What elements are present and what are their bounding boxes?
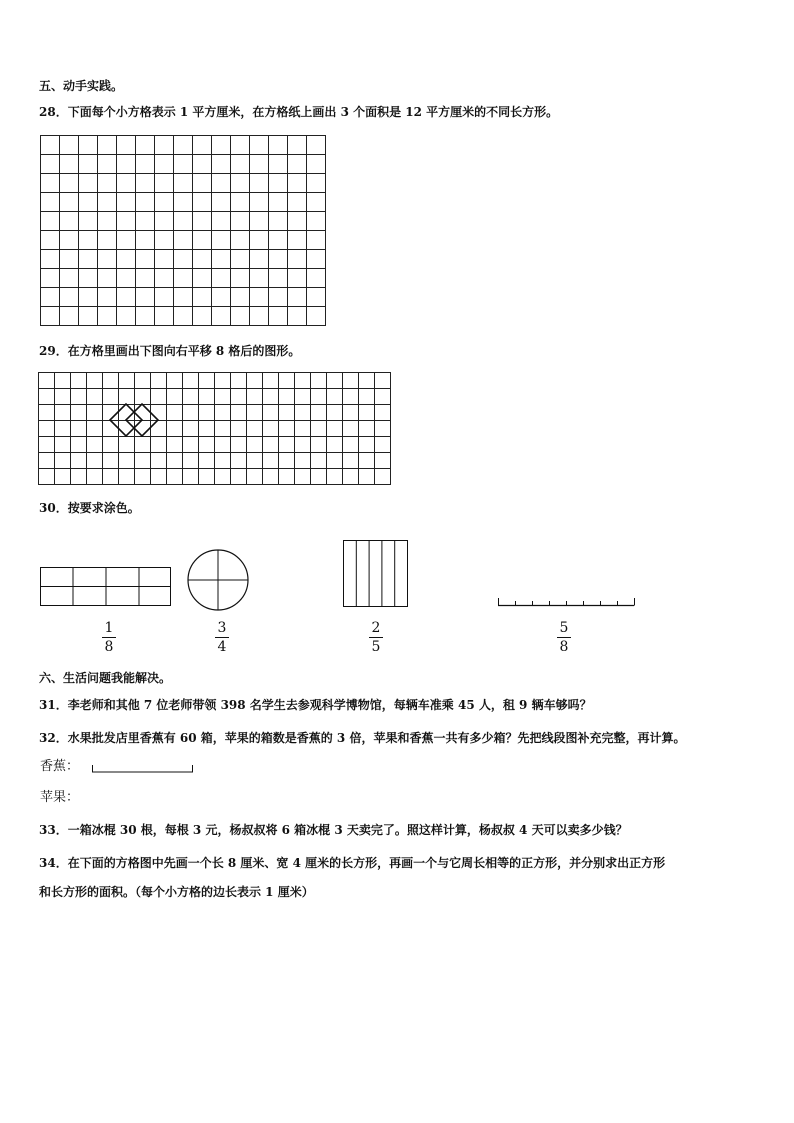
fraction-3-4 (210, 619, 234, 656)
banana-segment (92, 764, 196, 774)
fraction-numerator: 1 (104, 620, 114, 636)
grid-q29 (38, 372, 388, 486)
question-28: 28．下面每个小方格表示 1 平方厘米，在方格纸上画出 3 个面积是 12 平方厘米的不同长方形。 (39, 105, 559, 119)
fraction-denominator: 5 (371, 639, 381, 655)
fraction-1-8 (97, 619, 121, 656)
question-34-line-2: 和长方形的面积。（每个小方格的边长表示 1 厘米） (39, 885, 314, 899)
fraction-denominator: 8 (559, 639, 569, 655)
fraction-5-8 (552, 619, 576, 656)
segment-line-eighths (498, 596, 638, 608)
question-33: 33．一箱冰棍 30 根，每根 3 元，杨叔叔将 6 箱冰棍 3 天卖完了。照这样计算，杨叔叔 4 天可以卖多少钱？ (39, 823, 628, 837)
banana-label: 香蕉： (40, 759, 80, 774)
fraction-numerator: 2 (371, 620, 381, 636)
section-6-title: 六、生活问题我能解决。 (39, 671, 172, 685)
question-31: 31．李老师和其他 7 位老师带领 398 名学生去参观科学博物馆，每辆车准乘 45 人，租 9 辆车够吗？ (39, 698, 592, 712)
fraction-2-5 (364, 619, 388, 656)
apple-label: 苹果： (40, 790, 80, 805)
grid-q28 (40, 135, 326, 327)
fraction-numerator: 3 (217, 620, 227, 636)
circle-quarters-shape (186, 548, 250, 612)
question-32: 32．水果批发店里香蕉有 60 箱，苹果的箱数是香蕉的 3 倍，苹果和香蕉一共有多少箱？先把线段图补充完整，再计算。 (39, 731, 686, 745)
question-34-line-1: 34．在下面的方格图中先画一个长 8 厘米、宽 4 厘米的长方形，再画一个与它周长相等的正方形，并分别求出正方形 (39, 856, 666, 870)
rectangle-eighths-shape (40, 567, 172, 607)
fraction-numerator: 5 (559, 620, 569, 636)
question-30: 30．按要求涂色。 (39, 501, 140, 515)
fraction-denominator: 8 (104, 639, 114, 655)
rectangle-fifths-shape (343, 540, 409, 608)
fraction-denominator: 4 (217, 639, 227, 655)
question-29: 29．在方格里画出下图向右平移 8 格后的图形。 (39, 344, 301, 358)
section-5-title: 五、动手实践。 (39, 79, 124, 93)
